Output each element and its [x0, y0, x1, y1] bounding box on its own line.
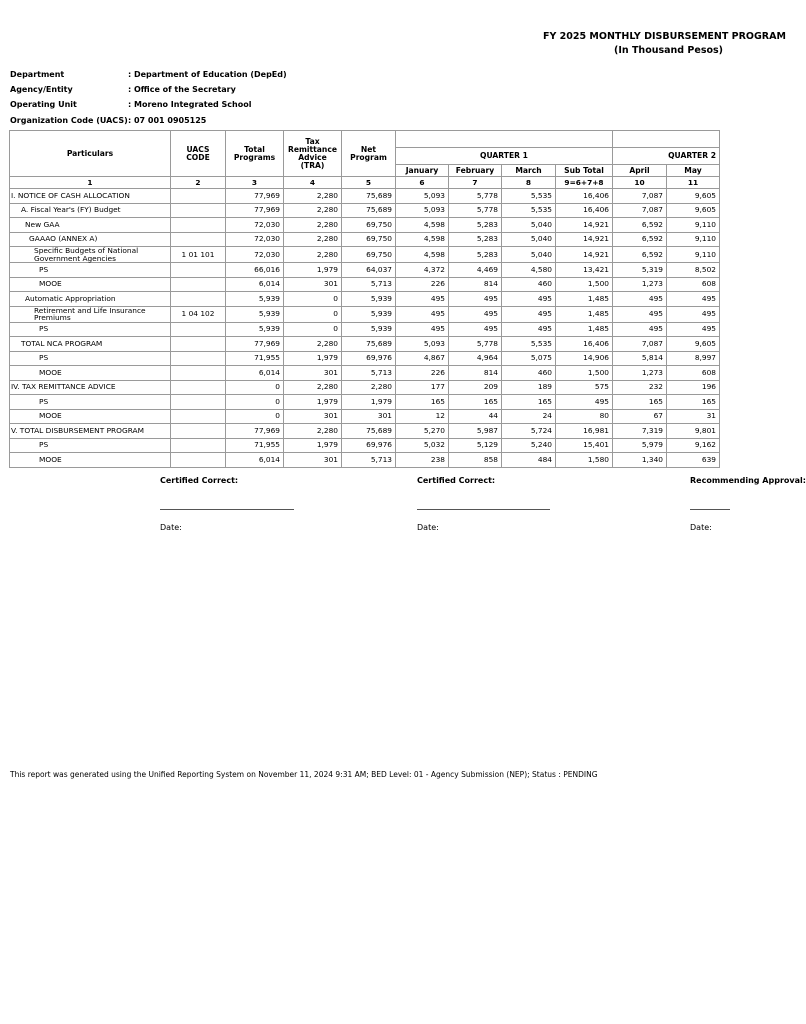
- cell-mar: 484: [502, 453, 556, 468]
- cell-particulars: MOOE: [10, 366, 171, 381]
- cell-mar: 495: [502, 292, 556, 307]
- cell-net: 5,713: [342, 277, 396, 292]
- cell-apr: 5,319: [613, 263, 667, 278]
- column-index: 3: [226, 177, 284, 189]
- meta-agency: [10, 85, 236, 94]
- cell-total: 72,030: [226, 232, 284, 247]
- cell-sub: 16,406: [556, 337, 613, 352]
- cell-mar: 495: [502, 306, 556, 322]
- cell-may: 495: [667, 292, 720, 307]
- cell-mar: 4,580: [502, 263, 556, 278]
- cell-jan: 5,093: [396, 337, 449, 352]
- cell-net: 69,750: [342, 218, 396, 233]
- table-row: [10, 292, 720, 307]
- cell-total: 0: [226, 409, 284, 424]
- cell-jan: 165: [396, 395, 449, 410]
- signatory-1-line: [160, 509, 294, 510]
- cell-sub: 14,906: [556, 351, 613, 366]
- cell-apr: 6,592: [613, 218, 667, 233]
- cell-tra: 2,280: [284, 337, 342, 352]
- table-row: [10, 438, 720, 453]
- column-index: 4: [284, 177, 342, 189]
- header-february: February: [449, 165, 502, 177]
- cell-mar: 5,535: [502, 189, 556, 204]
- table-row: [10, 380, 720, 395]
- cell-sub: 80: [556, 409, 613, 424]
- table-row: [10, 337, 720, 352]
- cell-tra: 301: [284, 453, 342, 468]
- cell-feb: 495: [449, 322, 502, 337]
- cell-feb: 4,469: [449, 263, 502, 278]
- cell-net: 5,939: [342, 322, 396, 337]
- cell-total: 77,969: [226, 203, 284, 218]
- cell-may: 608: [667, 366, 720, 381]
- cell-feb: 5,283: [449, 232, 502, 247]
- cell-tra: 301: [284, 277, 342, 292]
- cell-jan: 495: [396, 306, 449, 322]
- cell-sub: 575: [556, 380, 613, 395]
- cell-may: 495: [667, 322, 720, 337]
- cell-tra: 2,280: [284, 380, 342, 395]
- cell-jan: 226: [396, 277, 449, 292]
- cell-total: 71,955: [226, 351, 284, 366]
- cell-tra: 2,280: [284, 247, 342, 263]
- signatory-1-date: Date:: [160, 523, 182, 532]
- cell-total: 6,014: [226, 277, 284, 292]
- cell-total: 6,014: [226, 366, 284, 381]
- cell-feb: 814: [449, 366, 502, 381]
- table-row: [10, 203, 720, 218]
- cell-particulars: PS: [10, 351, 171, 366]
- cell-net: 1,979: [342, 395, 396, 410]
- cell-total: 5,939: [226, 306, 284, 322]
- cell-feb: 5,778: [449, 337, 502, 352]
- cell-may: 9,110: [667, 218, 720, 233]
- cell-sub: 1,500: [556, 366, 613, 381]
- cell-uacs: [171, 380, 226, 395]
- header-tra: Tax Remittance Advice (TRA): [284, 131, 342, 177]
- cell-may: 31: [667, 409, 720, 424]
- cell-mar: 460: [502, 277, 556, 292]
- cell-tra: 2,280: [284, 189, 342, 204]
- cell-particulars: PS: [10, 438, 171, 453]
- column-index: 2: [171, 177, 226, 189]
- cell-tra: 1,979: [284, 395, 342, 410]
- cell-mar: 5,240: [502, 438, 556, 453]
- cell-uacs: [171, 218, 226, 233]
- cell-feb: 495: [449, 306, 502, 322]
- cell-jan: 4,598: [396, 247, 449, 263]
- cell-uacs: [171, 395, 226, 410]
- cell-particulars: Retirement and Life Insurance Premiums: [10, 306, 171, 322]
- header-q2-spacer: [613, 131, 720, 148]
- cell-sub: 1,500: [556, 277, 613, 292]
- cell-may: 9,110: [667, 232, 720, 247]
- cell-total: 77,969: [226, 189, 284, 204]
- cell-total: 5,939: [226, 292, 284, 307]
- cell-feb: 5,778: [449, 203, 502, 218]
- cell-apr: 495: [613, 306, 667, 322]
- meta-department: [10, 70, 287, 79]
- cell-sub: 1,485: [556, 322, 613, 337]
- cell-may: 639: [667, 453, 720, 468]
- cell-may: 165: [667, 395, 720, 410]
- cell-sub: 1,580: [556, 453, 613, 468]
- header-january: January: [396, 165, 449, 177]
- cell-tra: 2,280: [284, 424, 342, 439]
- column-index: 7: [449, 177, 502, 189]
- cell-apr: 1,273: [613, 277, 667, 292]
- cell-sub: 13,421: [556, 263, 613, 278]
- cell-uacs: [171, 366, 226, 381]
- cell-tra: 0: [284, 292, 342, 307]
- header-quarter2: QUARTER 2: [613, 148, 720, 165]
- cell-uacs: [171, 292, 226, 307]
- cell-tra: 1,979: [284, 263, 342, 278]
- cell-total: 6,014: [226, 453, 284, 468]
- cell-net: 5,713: [342, 453, 396, 468]
- cell-apr: 7,087: [613, 203, 667, 218]
- column-index: 5: [342, 177, 396, 189]
- cell-may: 9,801: [667, 424, 720, 439]
- header-april: April: [613, 165, 667, 177]
- cell-net: 75,689: [342, 424, 396, 439]
- cell-feb: 5,283: [449, 218, 502, 233]
- table-header: [10, 131, 720, 189]
- cell-tra: 0: [284, 322, 342, 337]
- cell-jan: 5,270: [396, 424, 449, 439]
- cell-may: 8,997: [667, 351, 720, 366]
- cell-feb: 4,964: [449, 351, 502, 366]
- cell-feb: 5,283: [449, 247, 502, 263]
- table-row: [10, 263, 720, 278]
- cell-jan: 238: [396, 453, 449, 468]
- meta-value: : Office of the Secretary: [128, 85, 236, 94]
- meta-label: Organization Code (UACS): [10, 116, 128, 125]
- table-row: [10, 218, 720, 233]
- cell-jan: 495: [396, 322, 449, 337]
- cell-apr: 165: [613, 395, 667, 410]
- cell-net: 75,689: [342, 203, 396, 218]
- cell-total: 0: [226, 395, 284, 410]
- cell-total: 0: [226, 380, 284, 395]
- header-net: Net Program: [342, 131, 396, 177]
- cell-tra: 2,280: [284, 218, 342, 233]
- cell-total: 72,030: [226, 247, 284, 263]
- cell-may: 9,605: [667, 203, 720, 218]
- cell-jan: 5,032: [396, 438, 449, 453]
- signatory-3-line: [690, 509, 730, 510]
- cell-mar: 495: [502, 322, 556, 337]
- cell-jan: 5,093: [396, 189, 449, 204]
- header-march: March: [502, 165, 556, 177]
- cell-particulars: PS: [10, 263, 171, 278]
- table-row: [10, 424, 720, 439]
- cell-particulars: TOTAL NCA PROGRAM: [10, 337, 171, 352]
- cell-particulars: PS: [10, 395, 171, 410]
- cell-tra: 2,280: [284, 203, 342, 218]
- meta-value: : 07 001 0905125: [128, 116, 207, 125]
- cell-sub: 14,921: [556, 232, 613, 247]
- cell-net: 64,037: [342, 263, 396, 278]
- table-row: [10, 322, 720, 337]
- cell-mar: 165: [502, 395, 556, 410]
- cell-net: 69,750: [342, 232, 396, 247]
- cell-apr: 7,087: [613, 189, 667, 204]
- cell-apr: 6,592: [613, 232, 667, 247]
- cell-feb: 858: [449, 453, 502, 468]
- cell-total: 77,969: [226, 424, 284, 439]
- cell-may: 9,605: [667, 337, 720, 352]
- cell-may: 8,502: [667, 263, 720, 278]
- header-total: Total Programs: [226, 131, 284, 177]
- cell-apr: 495: [613, 292, 667, 307]
- cell-particulars: V. TOTAL DISBURSEMENT PROGRAM: [10, 424, 171, 439]
- table-row: [10, 453, 720, 468]
- cell-net: 2,280: [342, 380, 396, 395]
- cell-may: 9,162: [667, 438, 720, 453]
- cell-jan: 226: [396, 366, 449, 381]
- cell-sub: 16,406: [556, 189, 613, 204]
- cell-feb: 814: [449, 277, 502, 292]
- cell-mar: 5,724: [502, 424, 556, 439]
- meta-value: : Department of Education (DepEd): [128, 70, 287, 79]
- header-q1-spacer: [396, 131, 613, 148]
- column-index: 6: [396, 177, 449, 189]
- cell-feb: 44: [449, 409, 502, 424]
- cell-uacs: 1 04 102: [171, 306, 226, 322]
- column-index: 11: [667, 177, 720, 189]
- meta-operating-unit: [10, 100, 251, 109]
- cell-may: 608: [667, 277, 720, 292]
- cell-tra: 301: [284, 409, 342, 424]
- signatory-3-date: Date:: [690, 523, 712, 532]
- table-row: [10, 277, 720, 292]
- cell-uacs: [171, 438, 226, 453]
- cell-uacs: [171, 189, 226, 204]
- cell-total: 5,939: [226, 322, 284, 337]
- cell-particulars: IV. TAX REMITTANCE ADVICE: [10, 380, 171, 395]
- cell-uacs: [171, 337, 226, 352]
- cell-jan: 4,598: [396, 218, 449, 233]
- cell-uacs: [171, 322, 226, 337]
- cell-net: 69,976: [342, 438, 396, 453]
- cell-sub: 14,921: [556, 247, 613, 263]
- cell-jan: 4,598: [396, 232, 449, 247]
- cell-may: 495: [667, 306, 720, 322]
- cell-uacs: [171, 453, 226, 468]
- report-subtitle: (In Thousand Pesos): [614, 45, 723, 56]
- meta-org-code: [10, 116, 206, 125]
- cell-particulars: I. NOTICE OF CASH ALLOCATION: [10, 189, 171, 204]
- table-row: [10, 247, 720, 263]
- report-footer: This report was generated using the Unified Reporting System on November 11, 2024 9:31 AM; BED Level: 01 - Agency Submission (NEP); Status : PENDING: [10, 770, 598, 779]
- disbursement-table: [9, 130, 720, 468]
- table-row: [10, 395, 720, 410]
- cell-may: 9,605: [667, 189, 720, 204]
- cell-tra: 1,979: [284, 351, 342, 366]
- cell-feb: 495: [449, 292, 502, 307]
- cell-jan: 177: [396, 380, 449, 395]
- cell-particulars: PS: [10, 322, 171, 337]
- cell-net: 5,939: [342, 292, 396, 307]
- cell-net: 69,976: [342, 351, 396, 366]
- header-particulars: Particulars: [10, 131, 171, 177]
- cell-uacs: [171, 263, 226, 278]
- cell-total: 66,016: [226, 263, 284, 278]
- table-body: [10, 189, 720, 468]
- cell-particulars: New GAA: [10, 218, 171, 233]
- cell-particulars: Automatic Appropriation: [10, 292, 171, 307]
- meta-label: Agency/Entity: [10, 85, 73, 94]
- column-index: 9=6+7+8: [556, 177, 613, 189]
- cell-jan: 4,867: [396, 351, 449, 366]
- cell-may: 196: [667, 380, 720, 395]
- cell-uacs: 1 01 101: [171, 247, 226, 263]
- cell-sub: 16,981: [556, 424, 613, 439]
- cell-feb: 5,987: [449, 424, 502, 439]
- cell-tra: 1,979: [284, 438, 342, 453]
- cell-sub: 1,485: [556, 306, 613, 322]
- column-index: 1: [10, 177, 171, 189]
- cell-mar: 5,040: [502, 232, 556, 247]
- table-row: [10, 189, 720, 204]
- cell-apr: 6,592: [613, 247, 667, 263]
- cell-apr: 232: [613, 380, 667, 395]
- signatory-2-line: [417, 509, 550, 510]
- table-row: [10, 306, 720, 322]
- table-row: [10, 351, 720, 366]
- cell-mar: 189: [502, 380, 556, 395]
- cell-sub: 15,401: [556, 438, 613, 453]
- signatory-3-label: Recommending Approval:: [690, 476, 806, 485]
- cell-feb: 5,778: [449, 189, 502, 204]
- cell-net: 301: [342, 409, 396, 424]
- cell-mar: 5,075: [502, 351, 556, 366]
- cell-jan: 12: [396, 409, 449, 424]
- cell-total: 72,030: [226, 218, 284, 233]
- cell-particulars: Specific Budgets of National Government Agencies: [10, 247, 171, 263]
- cell-mar: 5,040: [502, 247, 556, 263]
- column-index: 10: [613, 177, 667, 189]
- cell-particulars: MOOE: [10, 409, 171, 424]
- meta-value: : Moreno Integrated School: [128, 100, 252, 109]
- table-row: [10, 409, 720, 424]
- meta-label: Department: [10, 70, 65, 79]
- signatory-2-date: Date:: [417, 523, 439, 532]
- cell-total: 77,969: [226, 337, 284, 352]
- cell-may: 9,110: [667, 247, 720, 263]
- cell-apr: 495: [613, 322, 667, 337]
- cell-feb: 209: [449, 380, 502, 395]
- cell-net: 69,750: [342, 247, 396, 263]
- cell-apr: 7,087: [613, 337, 667, 352]
- cell-mar: 5,040: [502, 218, 556, 233]
- header-may: May: [667, 165, 720, 177]
- cell-sub: 1,485: [556, 292, 613, 307]
- cell-sub: 495: [556, 395, 613, 410]
- cell-uacs: [171, 424, 226, 439]
- cell-apr: 7,319: [613, 424, 667, 439]
- cell-particulars: GAAAO (ANNEX A): [10, 232, 171, 247]
- cell-sub: 14,921: [556, 218, 613, 233]
- cell-particulars: MOOE: [10, 277, 171, 292]
- cell-mar: 5,535: [502, 203, 556, 218]
- table-row: [10, 366, 720, 381]
- cell-tra: 301: [284, 366, 342, 381]
- cell-uacs: [171, 232, 226, 247]
- cell-tra: 0: [284, 306, 342, 322]
- cell-jan: 5,093: [396, 203, 449, 218]
- cell-mar: 460: [502, 366, 556, 381]
- cell-total: 71,955: [226, 438, 284, 453]
- cell-apr: 67: [613, 409, 667, 424]
- cell-uacs: [171, 203, 226, 218]
- cell-net: 75,689: [342, 189, 396, 204]
- header-subtotal: Sub Total: [556, 165, 613, 177]
- column-index: 8: [502, 177, 556, 189]
- report-title: FY 2025 MONTHLY DISBURSEMENT PROGRAM: [543, 31, 786, 42]
- cell-sub: 16,406: [556, 203, 613, 218]
- cell-net: 75,689: [342, 337, 396, 352]
- signatory-1-label: Certified Correct:: [160, 476, 239, 485]
- header-quarter1: QUARTER 1: [396, 148, 613, 165]
- cell-apr: 5,814: [613, 351, 667, 366]
- meta-label: Operating Unit: [10, 100, 77, 109]
- cell-feb: 5,129: [449, 438, 502, 453]
- cell-net: 5,713: [342, 366, 396, 381]
- signatory-2-label: Certified Correct:: [417, 476, 496, 485]
- cell-apr: 1,273: [613, 366, 667, 381]
- cell-uacs: [171, 409, 226, 424]
- cell-tra: 2,280: [284, 232, 342, 247]
- cell-particulars: A. Fiscal Year's (FY) Budget: [10, 203, 171, 218]
- cell-particulars: MOOE: [10, 453, 171, 468]
- cell-jan: 4,372: [396, 263, 449, 278]
- cell-feb: 165: [449, 395, 502, 410]
- cell-apr: 5,979: [613, 438, 667, 453]
- cell-uacs: [171, 277, 226, 292]
- cell-apr: 1,340: [613, 453, 667, 468]
- cell-uacs: [171, 351, 226, 366]
- cell-mar: 5,535: [502, 337, 556, 352]
- cell-net: 5,939: [342, 306, 396, 322]
- header-uacs: UACS CODE: [171, 131, 226, 177]
- table-row: [10, 232, 720, 247]
- cell-mar: 24: [502, 409, 556, 424]
- cell-jan: 495: [396, 292, 449, 307]
- column-index-row: [10, 177, 720, 189]
